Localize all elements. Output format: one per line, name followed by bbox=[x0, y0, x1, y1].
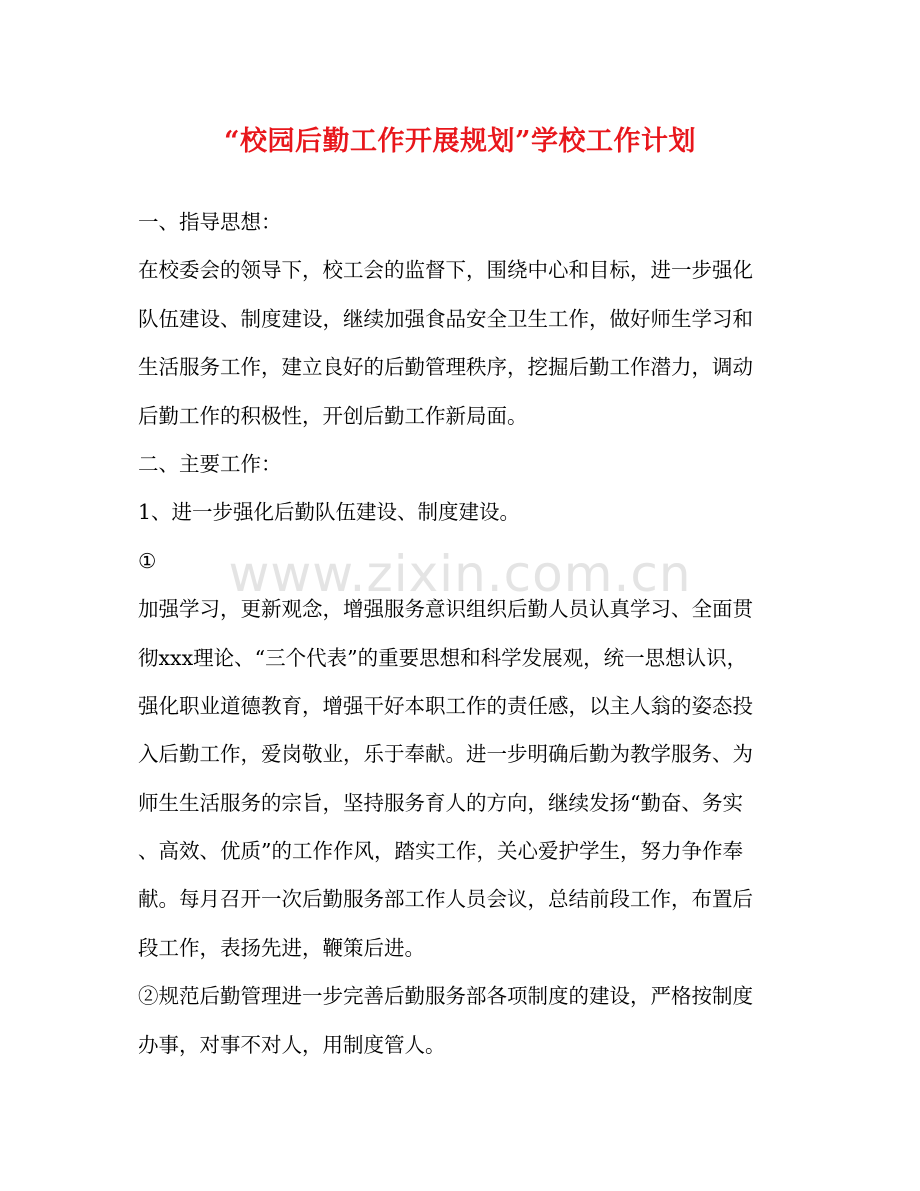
paragraph-line: 强化职业道德教育，增强干好本职工作的责任感，以主人翁的姿态投 bbox=[138, 693, 753, 718]
paragraph-line: 献。每月召开一次后勤服务部工作人员会议，总结前段工作，布置后 bbox=[138, 887, 753, 912]
paragraph-line: 办事，对事不对人，用制度管人。 bbox=[138, 1032, 446, 1057]
paragraph-line: 队伍建设、制度建设，继续加强食品安全卫生工作，做好师生学习和 bbox=[138, 306, 753, 331]
section-heading-main-work: 二、主要工作： bbox=[138, 451, 282, 476]
item-marker-1: ① bbox=[138, 548, 157, 573]
paragraph-line: 后勤工作的积极性，开创后勤工作新局面。 bbox=[138, 403, 528, 428]
paragraph-line: 加强学习，更新观念，增强服务意识组织后勤人员认真学习、全面贯 bbox=[138, 597, 753, 622]
section-heading-guiding-ideology: 一、指导思想： bbox=[138, 210, 282, 234]
paragraph-line: 、高效、优质”的工作作风，踏实工作，关心爱护学生，努力争作奉 bbox=[138, 839, 743, 864]
paragraph-line: 入后勤工作，爱岗敬业，乐于奉献。进一步明确后勤为教学服务、为 bbox=[138, 742, 753, 767]
paragraph-line: 师生生活服务的宗旨，坚持服务育人的方向，继续发扬“勤奋、务实 bbox=[138, 790, 743, 815]
subsection-heading-1: 1、进一步强化后勤队伍建设、制度建设。 bbox=[138, 500, 521, 525]
paragraph-line: 段工作，表扬先进，鞭策后进。 bbox=[138, 935, 425, 960]
paragraph-line: 生活服务工作，建立良好的后勤管理秩序，挖掘后勤工作潜力，调动 bbox=[138, 355, 753, 380]
document-body bbox=[138, 198, 778, 1069]
document-title: “校园后勤工作开展规划”学校工作计划 bbox=[223, 126, 697, 157]
watermark: www.zixin.com.cn bbox=[228, 545, 692, 603]
paragraph-line: 彻xxx理论、“三个代表”的重要思想和科学发展观，统一思想认识， bbox=[138, 645, 748, 670]
item-2-line: ②规范后勤管理进一步完善后勤服务部各项制度的建设，严格按制度 bbox=[138, 984, 753, 1009]
paragraph-line: 在校委会的领导下，校工会的监督下，围绕中心和目标，进一步强化 bbox=[138, 258, 753, 283]
